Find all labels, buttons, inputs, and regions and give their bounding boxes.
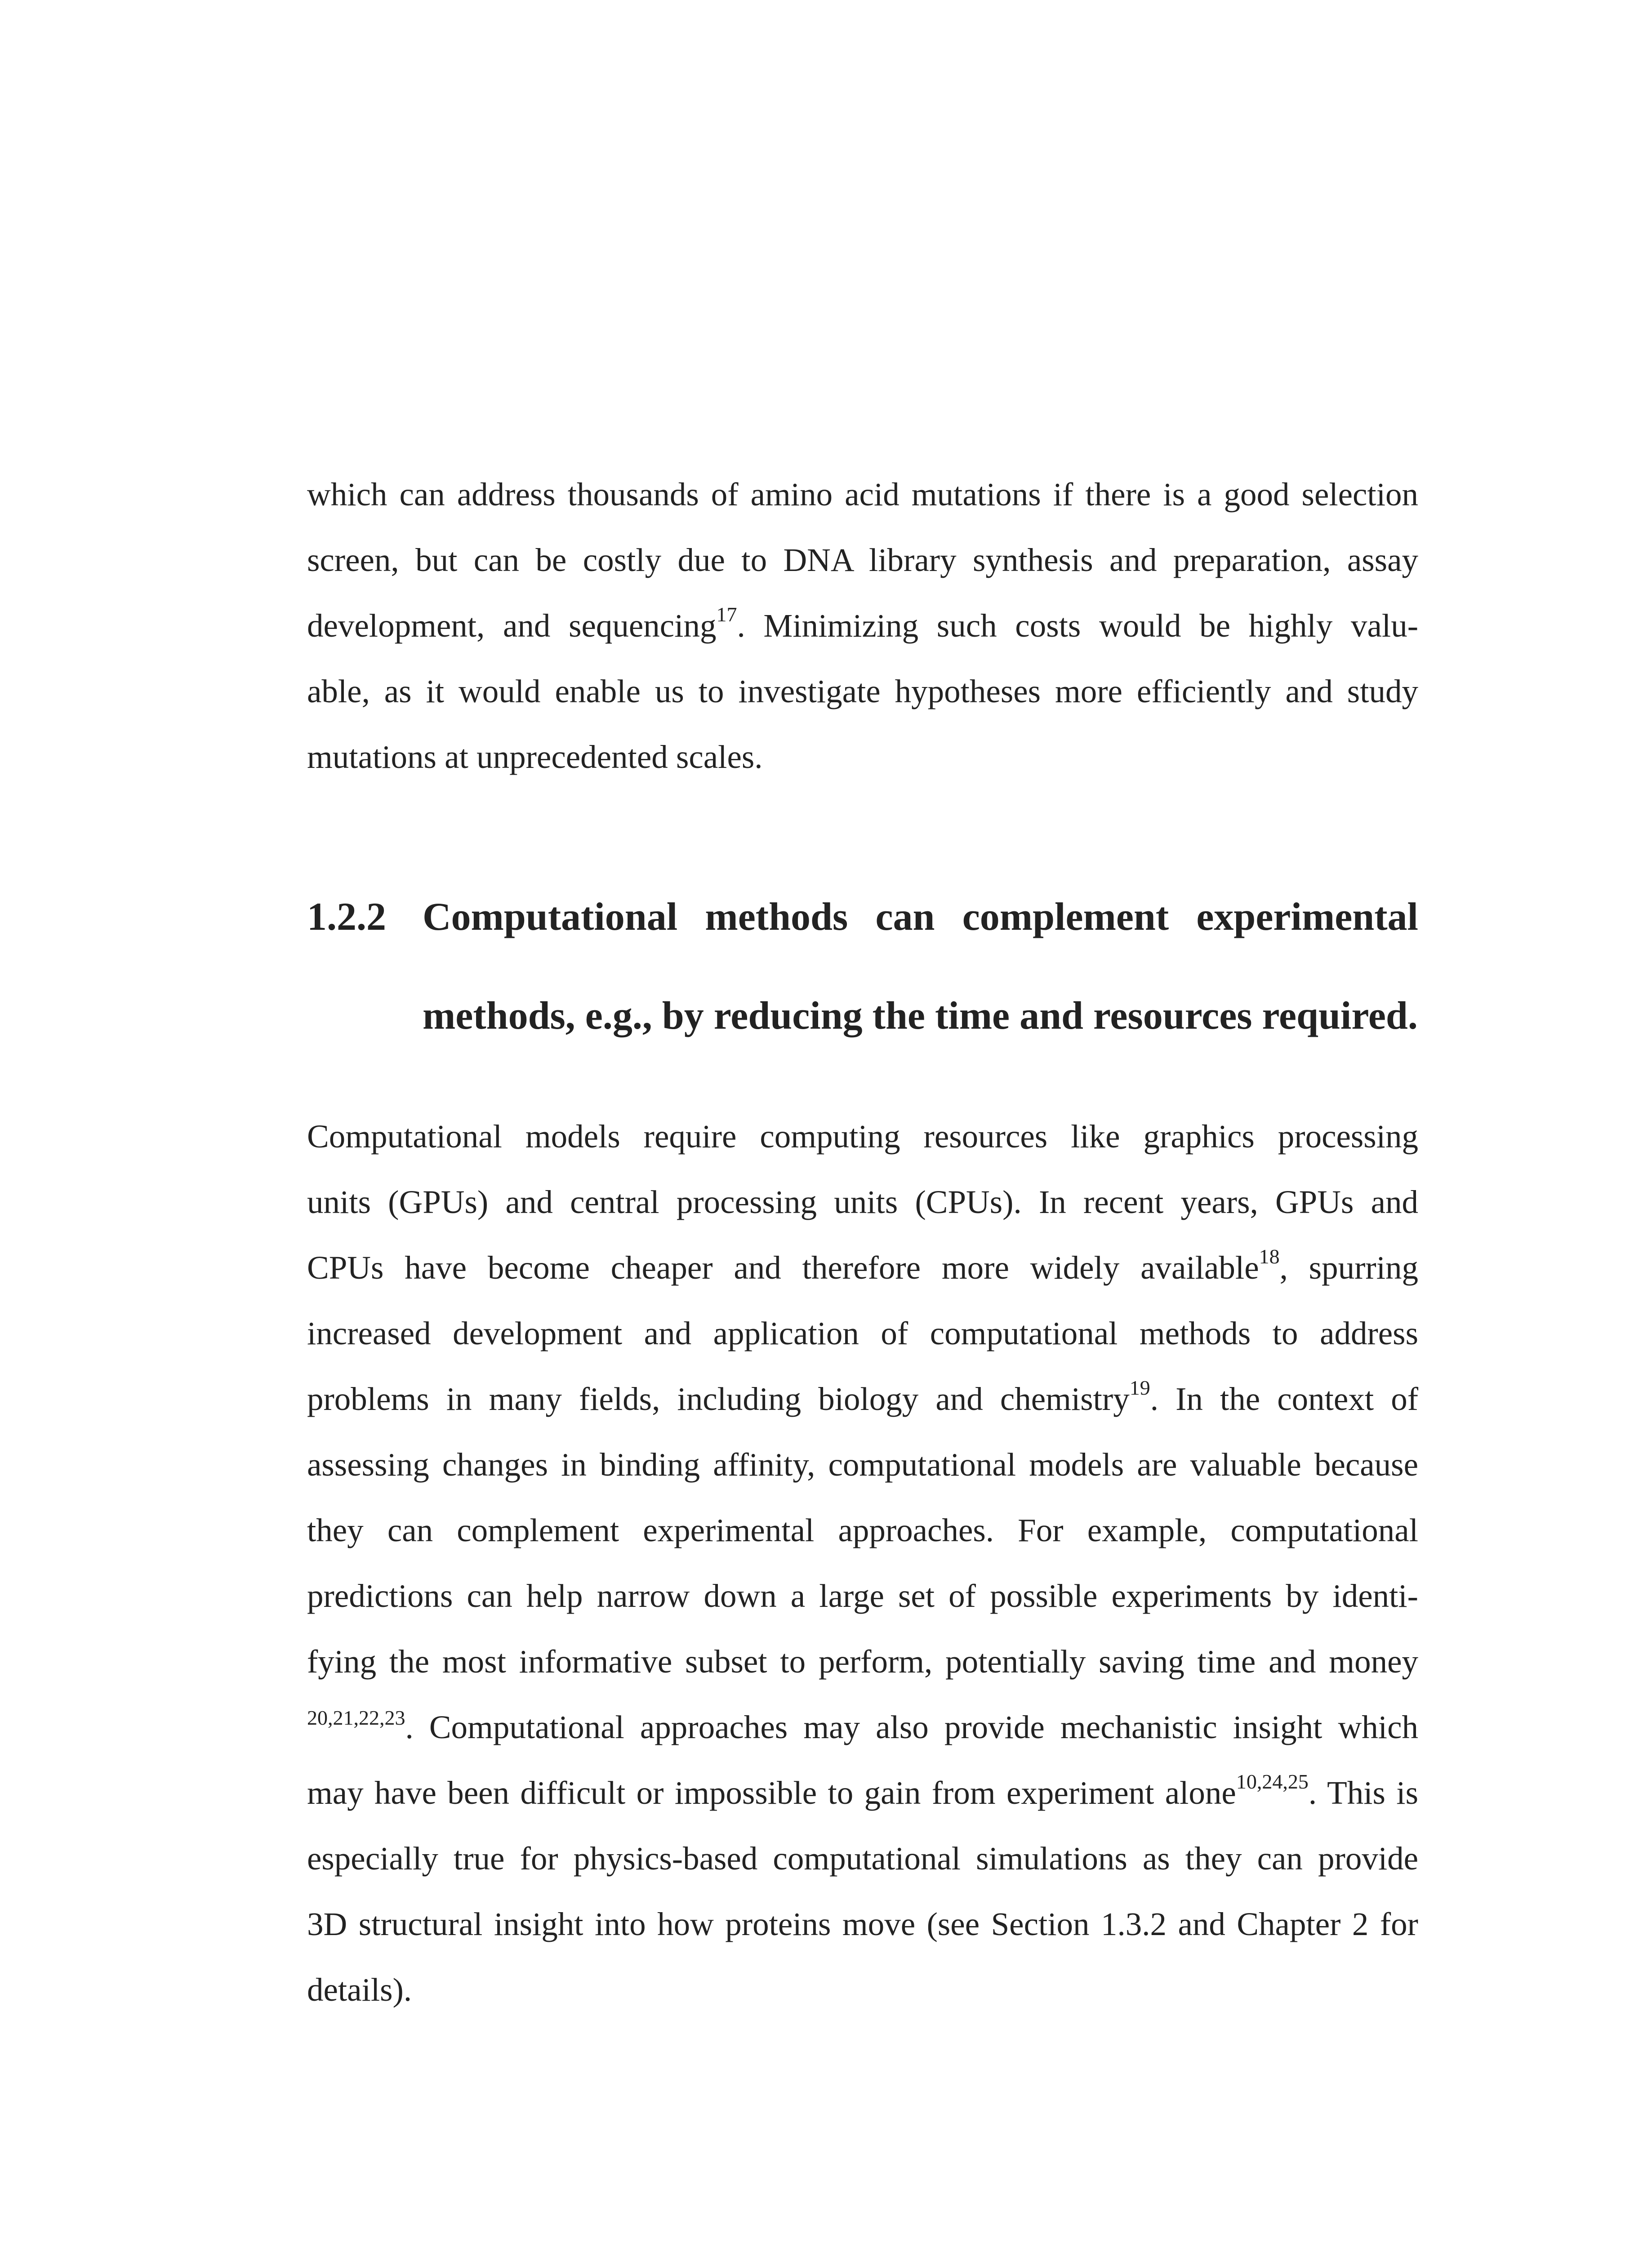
body-text-line <box>307 1967 1418 2012</box>
text-run: , spurring <box>1279 1249 1418 1286</box>
body-text-line <box>307 1377 1418 1422</box>
section-title-line: methods, e.g., by reducing the time and resources required. <box>423 994 1418 1038</box>
citation-superscript: 17 <box>716 603 737 626</box>
body-text-line <box>307 1442 1418 1487</box>
text-run: problems in many fields, including biology and chemistry <box>307 1381 1130 1417</box>
citation-superscript: 10,24,25 <box>1236 1770 1309 1793</box>
section-number: 1.2.2 <box>307 895 386 939</box>
body-text-line <box>307 603 1418 648</box>
text-run: may have been difficult or impossible to gain from experiment alone <box>307 1775 1236 1811</box>
body-text-line <box>307 538 1418 583</box>
body-text-line <box>307 1574 1418 1619</box>
text-run: . Computational approaches may also provide mechanistic insight which <box>405 1709 1418 1745</box>
section-title-line: Computational methods can complement experimental <box>423 895 1418 939</box>
body-text-line <box>307 1902 1418 1947</box>
text-run: 3D structural insight into how proteins move (see Section 1.3.2 and Chapter 2 for <box>307 1906 1418 1942</box>
text-run: they can complement experimental approaches. For example, computational <box>307 1512 1418 1548</box>
text-run: Computational models require computing resources like graphics processing <box>307 1118 1418 1155</box>
text-run: fying the most informative subset to perform, potentially saving time and money <box>307 1643 1418 1680</box>
citation-superscript: 19 <box>1129 1376 1150 1399</box>
text-run: increased development and application of computational methods to address <box>307 1315 1418 1351</box>
body-text-line <box>307 1114 1418 1159</box>
citation-superscript: 18 <box>1259 1245 1280 1268</box>
body-text-line <box>307 1245 1418 1290</box>
body-text-line <box>307 1508 1418 1553</box>
text-run: . Minimizing such costs would be highly valu- <box>737 607 1419 644</box>
citation-superscript: 20,21,22,23 <box>307 1706 405 1729</box>
text-run: mutations at unprecedented scales. <box>307 739 763 775</box>
body-text-line <box>307 472 1418 517</box>
body-text-line <box>307 1836 1418 1881</box>
text-run: . This is <box>1308 1775 1418 1811</box>
body-text-line <box>307 1180 1418 1225</box>
text-run: screen, but can be costly due to DNA library synthesis and preparation, assay <box>307 542 1418 578</box>
text-run: able, as it would enable us to investigate hypotheses more efficiently and study <box>307 673 1418 709</box>
body-text-line <box>307 1311 1418 1356</box>
text-run: assessing changes in binding affinity, computational models are valuable because <box>307 1446 1418 1483</box>
text-run: . In the context of <box>1150 1381 1419 1417</box>
body-text-line <box>307 1705 1418 1750</box>
body-text-line <box>307 669 1418 714</box>
text-run: especially true for physics-based computational simulations as they can provide <box>307 1840 1418 1877</box>
text-run: CPUs have become cheaper and therefore more widely available <box>307 1249 1259 1286</box>
text-run: development, and sequencing <box>307 607 717 644</box>
text-run: predictions can help narrow down a large set of possible experiments by identi- <box>307 1578 1418 1614</box>
text-run: which can address thousands of amino acid mutations if there is a good selection <box>307 476 1418 513</box>
text-run: units (GPUs) and central processing units (CPUs). In recent years, GPUs and <box>307 1184 1418 1220</box>
body-text-line <box>307 1771 1418 1815</box>
body-text-line <box>307 1639 1418 1684</box>
text-run: details). <box>307 1971 412 2008</box>
body-text-line <box>307 735 1418 780</box>
